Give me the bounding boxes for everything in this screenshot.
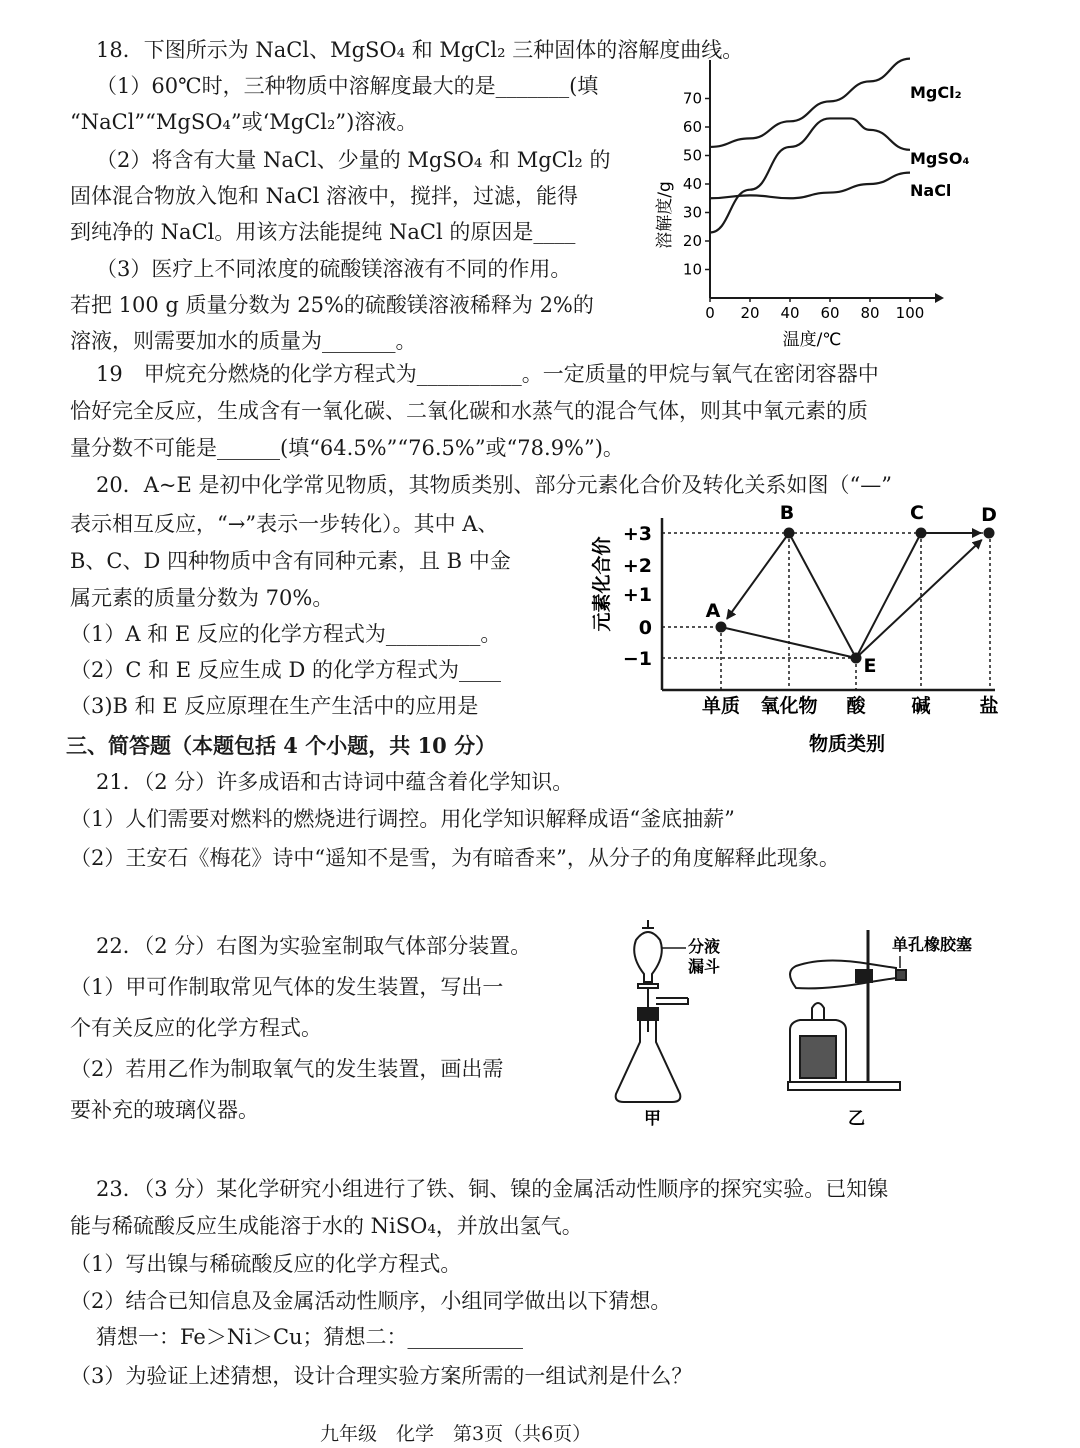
- stand-base: [788, 1082, 900, 1090]
- valence-tick-label: 0: [638, 617, 652, 639]
- valence-diagram: [590, 498, 1020, 760]
- y-tick-label: 40: [682, 175, 702, 193]
- q23-line: 能与稀硫酸反应生成能溶于水的 NiSO₄，并放出氢气。: [70, 1214, 583, 1238]
- q18-line: （2）将含有大量 NaCl、少量的 MgSO₄ 和 MgCl₂ 的: [96, 148, 611, 172]
- link-b-a: [727, 533, 789, 619]
- valence-tick-label: −1: [622, 648, 652, 670]
- link-b-e: [789, 533, 856, 658]
- q21-line: （1）人们需要对燃料的燃烧进行调控。用化学知识解释成语“釜底抽薪”: [70, 807, 735, 831]
- q23-line: （3）为验证上述猜想，设计合理实验方案所需的一组试剂是什么？: [70, 1364, 693, 1388]
- q20-line: B、C、D 四种物质中含有同种元素，且 B 中金: [70, 549, 511, 573]
- valence-xlabel: 物质类别: [808, 733, 886, 755]
- q18-line: （3）医疗上不同浓度的硫酸镁溶液有不同的作用。: [96, 257, 572, 281]
- link-e-c: [856, 533, 921, 658]
- page-footer: 九年级 化学 第3页（共6页）: [320, 1423, 592, 1445]
- q23-line: （2）结合已知信息及金属活动性顺序，小组同学做出以下猜想。: [70, 1289, 672, 1313]
- lab-apparatus: [600, 912, 1020, 1137]
- lamp-body: [800, 1036, 836, 1078]
- conical-flask: [616, 1020, 681, 1102]
- valence-tick-label: +1: [622, 584, 652, 606]
- q18-line: “NaCl”“MgSO₄”或‘MgCl₂”)溶液。: [70, 110, 418, 134]
- test-tube: [790, 960, 896, 988]
- y-tick-label: 70: [682, 89, 702, 108]
- category-label: 单质: [701, 695, 741, 717]
- valence-links: [721, 533, 982, 658]
- q22-line: （1）甲可作制取常见气体的发生装置，写出一: [70, 975, 504, 999]
- valence-tick-label: +3: [622, 523, 652, 545]
- q18-line: 固体混合物放入饱和 NaCl 溶液中，搅拌，过滤，能得: [70, 184, 579, 208]
- funnel-label-line1: 分液: [688, 937, 721, 956]
- q18-line: 若把 100 g 质量分数为 25%的硫酸镁溶液稀释为 2%的: [70, 293, 594, 317]
- point-label-b: B: [779, 502, 795, 524]
- q23-line: 猜想一：Fe＞Ni＞Cu；猜想二：___________: [96, 1325, 524, 1349]
- rubber-stopper: [896, 970, 906, 980]
- y-tick-label: 30: [682, 203, 702, 222]
- q22-line: （2）若用乙作为制取氧气的发生装置，画出需: [70, 1057, 504, 1081]
- x-tick-label: 60: [820, 304, 840, 322]
- point-label-c: C: [910, 502, 924, 524]
- valence-axes: [623, 518, 999, 717]
- funnel-stopcock: [638, 984, 658, 988]
- q22-line: 个有关反应的化学方程式。: [70, 1016, 322, 1040]
- valence-ylabel: 元素化合价: [591, 536, 613, 632]
- x-tick-label: 40: [780, 304, 800, 322]
- stopper-label: 单孔橡胶塞: [892, 935, 973, 954]
- point-e: [851, 653, 862, 664]
- x-tick-label: 0: [705, 304, 715, 322]
- solubility-chart: [650, 55, 990, 355]
- q20-line: 属元素的质量分数为 70%。: [70, 586, 334, 610]
- solubility-xlabel: 温度/℃: [782, 330, 842, 350]
- q23-line: 23．（3 分）某化学研究小组进行了铁、铜、镍的金属活动性顺序的探究实验。已知镍: [96, 1177, 889, 1201]
- y-tick-label: 50: [682, 146, 702, 165]
- x-tick-label: 80: [860, 304, 880, 322]
- legend-mgso4: MgSO₄: [910, 149, 970, 168]
- q23-line: （1）写出镍与稀硫酸反应的化学方程式。: [70, 1252, 462, 1276]
- label-jia: 甲: [644, 1109, 661, 1129]
- apparatus-yi: [788, 930, 906, 1090]
- funnel-bulb: [634, 932, 662, 982]
- q21-line: （2）王安石《梅花》诗中“遥知不是雪，为有暗香来”，从分子的角度解释此现象。: [70, 846, 840, 870]
- link-e-d: [856, 540, 982, 658]
- flask-stopper: [638, 1008, 658, 1020]
- curve-mgso: [710, 118, 910, 232]
- q20-line: （2）C 和 E 反应生成 D 的化学方程式为____: [70, 658, 501, 682]
- q18-line: 到纯净的 NaCl。用该方法能提纯 NaCl 的原因是____: [70, 220, 576, 244]
- y-tick-label: 10: [682, 260, 702, 279]
- point-label-a: A: [705, 600, 721, 622]
- category-label: 盐: [979, 695, 999, 717]
- y-tick-label: 20: [682, 232, 702, 250]
- q20-line: （1）A 和 E 反应的化学方程式为_________。: [70, 622, 502, 646]
- q18-line: （1）60℃时，三种物质中溶解度最大的是_______(填: [96, 74, 599, 98]
- legend-nacl: NaCl: [910, 181, 952, 200]
- q20-line: 表示相互反应，“→”表示一步转化）。其中 A、: [70, 512, 499, 536]
- funnel-stopper: [642, 920, 654, 928]
- legend-mgcl2: MgCl₂: [910, 83, 962, 102]
- clamp: [856, 970, 872, 982]
- q20-line: （3)B 和 E 反应原理在生产生活中的应用是: [70, 694, 479, 718]
- x-tick-label: 100: [895, 304, 925, 322]
- q18-line: 18．下图所示为 NaCl、MgSO₄ 和 MgCl₂ 三种固体的溶解度曲线。: [96, 38, 744, 62]
- q19-line: 恰好完全反应，生成含有一氧化碳、二氧化碳和水蒸气的混合气体，则其中氧元素的质: [70, 399, 868, 423]
- point-d: [984, 528, 995, 539]
- q18-line: 溶液，则需要加水的质量为_______。: [70, 329, 417, 353]
- funnel-label-line2: 漏斗: [688, 957, 721, 976]
- q21-line: 21．（2 分）许多成语和古诗词中蕴含着化学知识。: [96, 770, 574, 794]
- point-label-e: E: [863, 655, 877, 677]
- delivery-tube: [656, 998, 688, 1004]
- q19-line: 量分数不可能是______(填“64.5%”“76.5%”或“78.9%”)。: [70, 436, 624, 460]
- q19-line: 19 甲烷充分燃烧的化学方程式为__________。一定质量的甲烷与氧气在密闭容器中: [96, 362, 879, 386]
- solubility-ylabel: 溶解度/g: [655, 181, 675, 249]
- point-c: [916, 528, 927, 539]
- point-label-d: D: [981, 504, 997, 526]
- y-tick-label: 60: [682, 118, 702, 136]
- valence-tick-label: +2: [622, 555, 652, 577]
- section-3-title: 三、简答题（本题包括 4 个小题，共 10 分）: [66, 733, 497, 758]
- x-axis-arrow: [935, 293, 944, 303]
- q20-line: 20．A~E 是初中化学常见物质，其物质类别、部分元素化合价及转化关系如图（“—”: [96, 473, 892, 497]
- q22-line: 要补充的玻璃仪器。: [70, 1098, 259, 1122]
- category-label: 碱: [911, 695, 931, 717]
- point-b: [784, 528, 795, 539]
- q22-line: 22．（2 分）右图为实验室制取气体部分装置。: [96, 934, 532, 958]
- point-a: [716, 622, 727, 633]
- solubility-curves: [710, 59, 910, 233]
- lamp-wick: [812, 1003, 824, 1020]
- category-label: 氧化物: [760, 695, 818, 717]
- category-label: 酸: [846, 695, 866, 717]
- solubility-axes: [683, 60, 944, 322]
- x-tick-label: 20: [740, 304, 760, 322]
- label-yi: 乙: [848, 1109, 865, 1129]
